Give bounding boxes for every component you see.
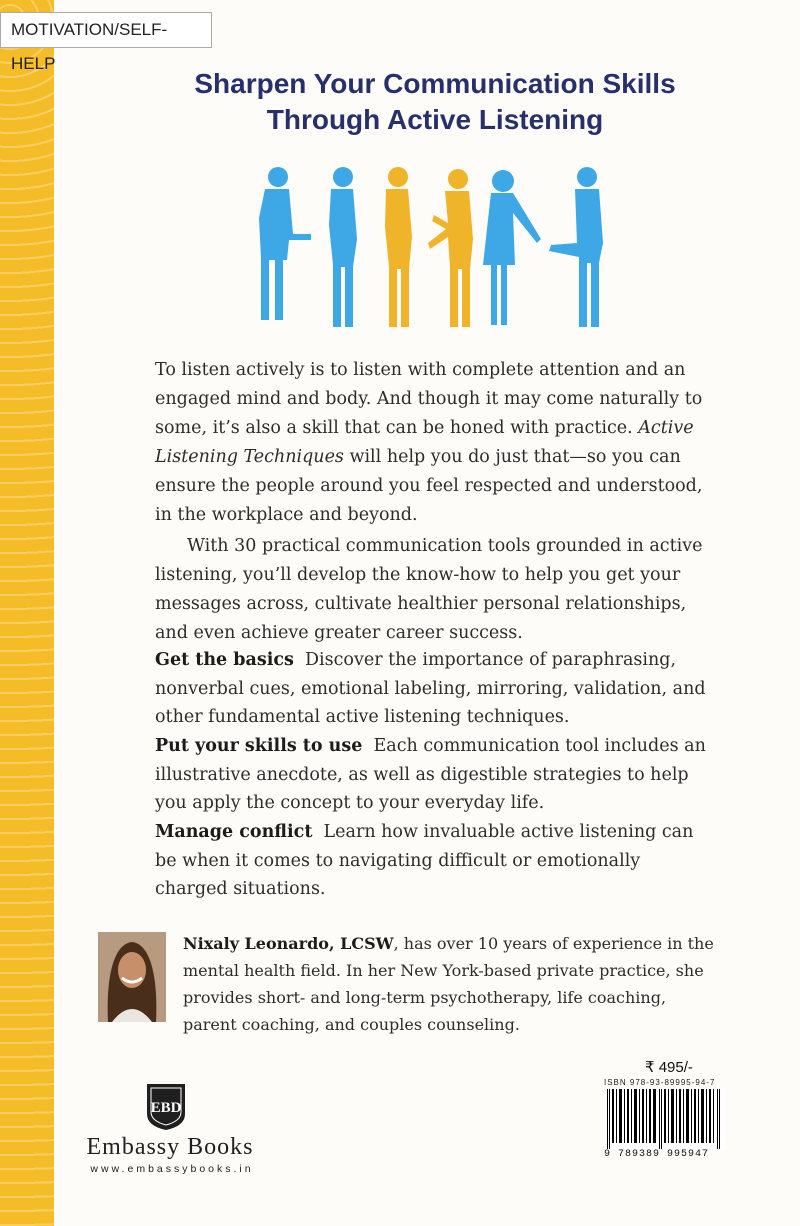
- intro-text-end: will help you do just that—so you can ensure the people around you feel respected and understood, in the workplace and beyond.: [155, 447, 703, 525]
- author-bio: [183, 930, 723, 1038]
- feature-text: Discover the importance of paraphrasing, nonverbal cues, emotional labeling, mirroring, validation, and other fundamental active listening techniques.: [155, 650, 706, 727]
- publisher-monogram-logo: [141, 1078, 191, 1130]
- tools-text: With 30 practical communication tools grounded in active listening, you’ll develop the know-how to help you get your messages across, cultivate healthier personal relationships, and even achieve greater career success.: [155, 536, 703, 643]
- feature-title: Put your skills to use: [155, 736, 363, 756]
- monogram-text: EBD: [150, 1100, 182, 1116]
- author-name: Nixaly Leonardo, LCSW: [183, 934, 394, 953]
- feature-text: Learn how invaluable active listening can be when it comes to navigating difficult or emotionally charged situations.: [155, 822, 694, 899]
- feature-title: Get the basics: [155, 650, 294, 670]
- blue-figure-1: [259, 167, 311, 320]
- blue-figure-2: [329, 167, 357, 327]
- category-label: MOTIVATION/SELF-HELP: [0, 12, 212, 48]
- feature-title: Manage conflict: [155, 822, 313, 842]
- headline-line-1: Sharpen Your Communication Skills: [194, 68, 676, 99]
- feature-manage-conflict: [155, 818, 715, 904]
- intro-text-start: To listen actively is to listen with complete attention and an engaged mind and body. And though it may come naturally to some, it’s also a skill that can be honed with practice.: [155, 360, 703, 438]
- headline-line-2: Through Active Listening: [266, 104, 604, 135]
- feature-text: Each communication tool includes an illustrative anecdote, as well as digestible strategies to help you apply the concept to your everyday life.: [155, 736, 706, 813]
- book-title-italic: Active Listening Techniques: [155, 418, 694, 467]
- barcode-number: 9 789389 995947: [604, 1149, 710, 1160]
- yellow-spine-pattern: [0, 0, 54, 1226]
- intro-paragraph: [155, 356, 715, 530]
- feature-put-your-skills-to-use: [155, 732, 715, 818]
- publisher-name: Embassy Books: [86, 1134, 254, 1160]
- blue-figure-man: [549, 167, 603, 327]
- yellow-figure-2: [428, 169, 473, 327]
- tools-paragraph: [155, 532, 715, 648]
- yellow-figure-1: [385, 167, 412, 327]
- isbn-label: ISBN 978-93-89995-94-7: [604, 1078, 716, 1087]
- price-label: ₹ 495/-: [645, 1059, 693, 1076]
- author-bio-text: , has over 10 years of experience in the mental health field. In her New York-based private practice, she provides short- and long-term psychotherapy, life coaching, parent coaching, and couples counseling.: [183, 934, 714, 1034]
- publisher-website: www.embassybooks.in: [90, 1163, 254, 1175]
- blue-figure-woman: [483, 170, 541, 325]
- barcode-image: [605, 1089, 725, 1149]
- author-photo: [98, 932, 166, 1022]
- people-silhouettes-illustration: [245, 165, 615, 335]
- feature-get-the-basics: [155, 646, 715, 732]
